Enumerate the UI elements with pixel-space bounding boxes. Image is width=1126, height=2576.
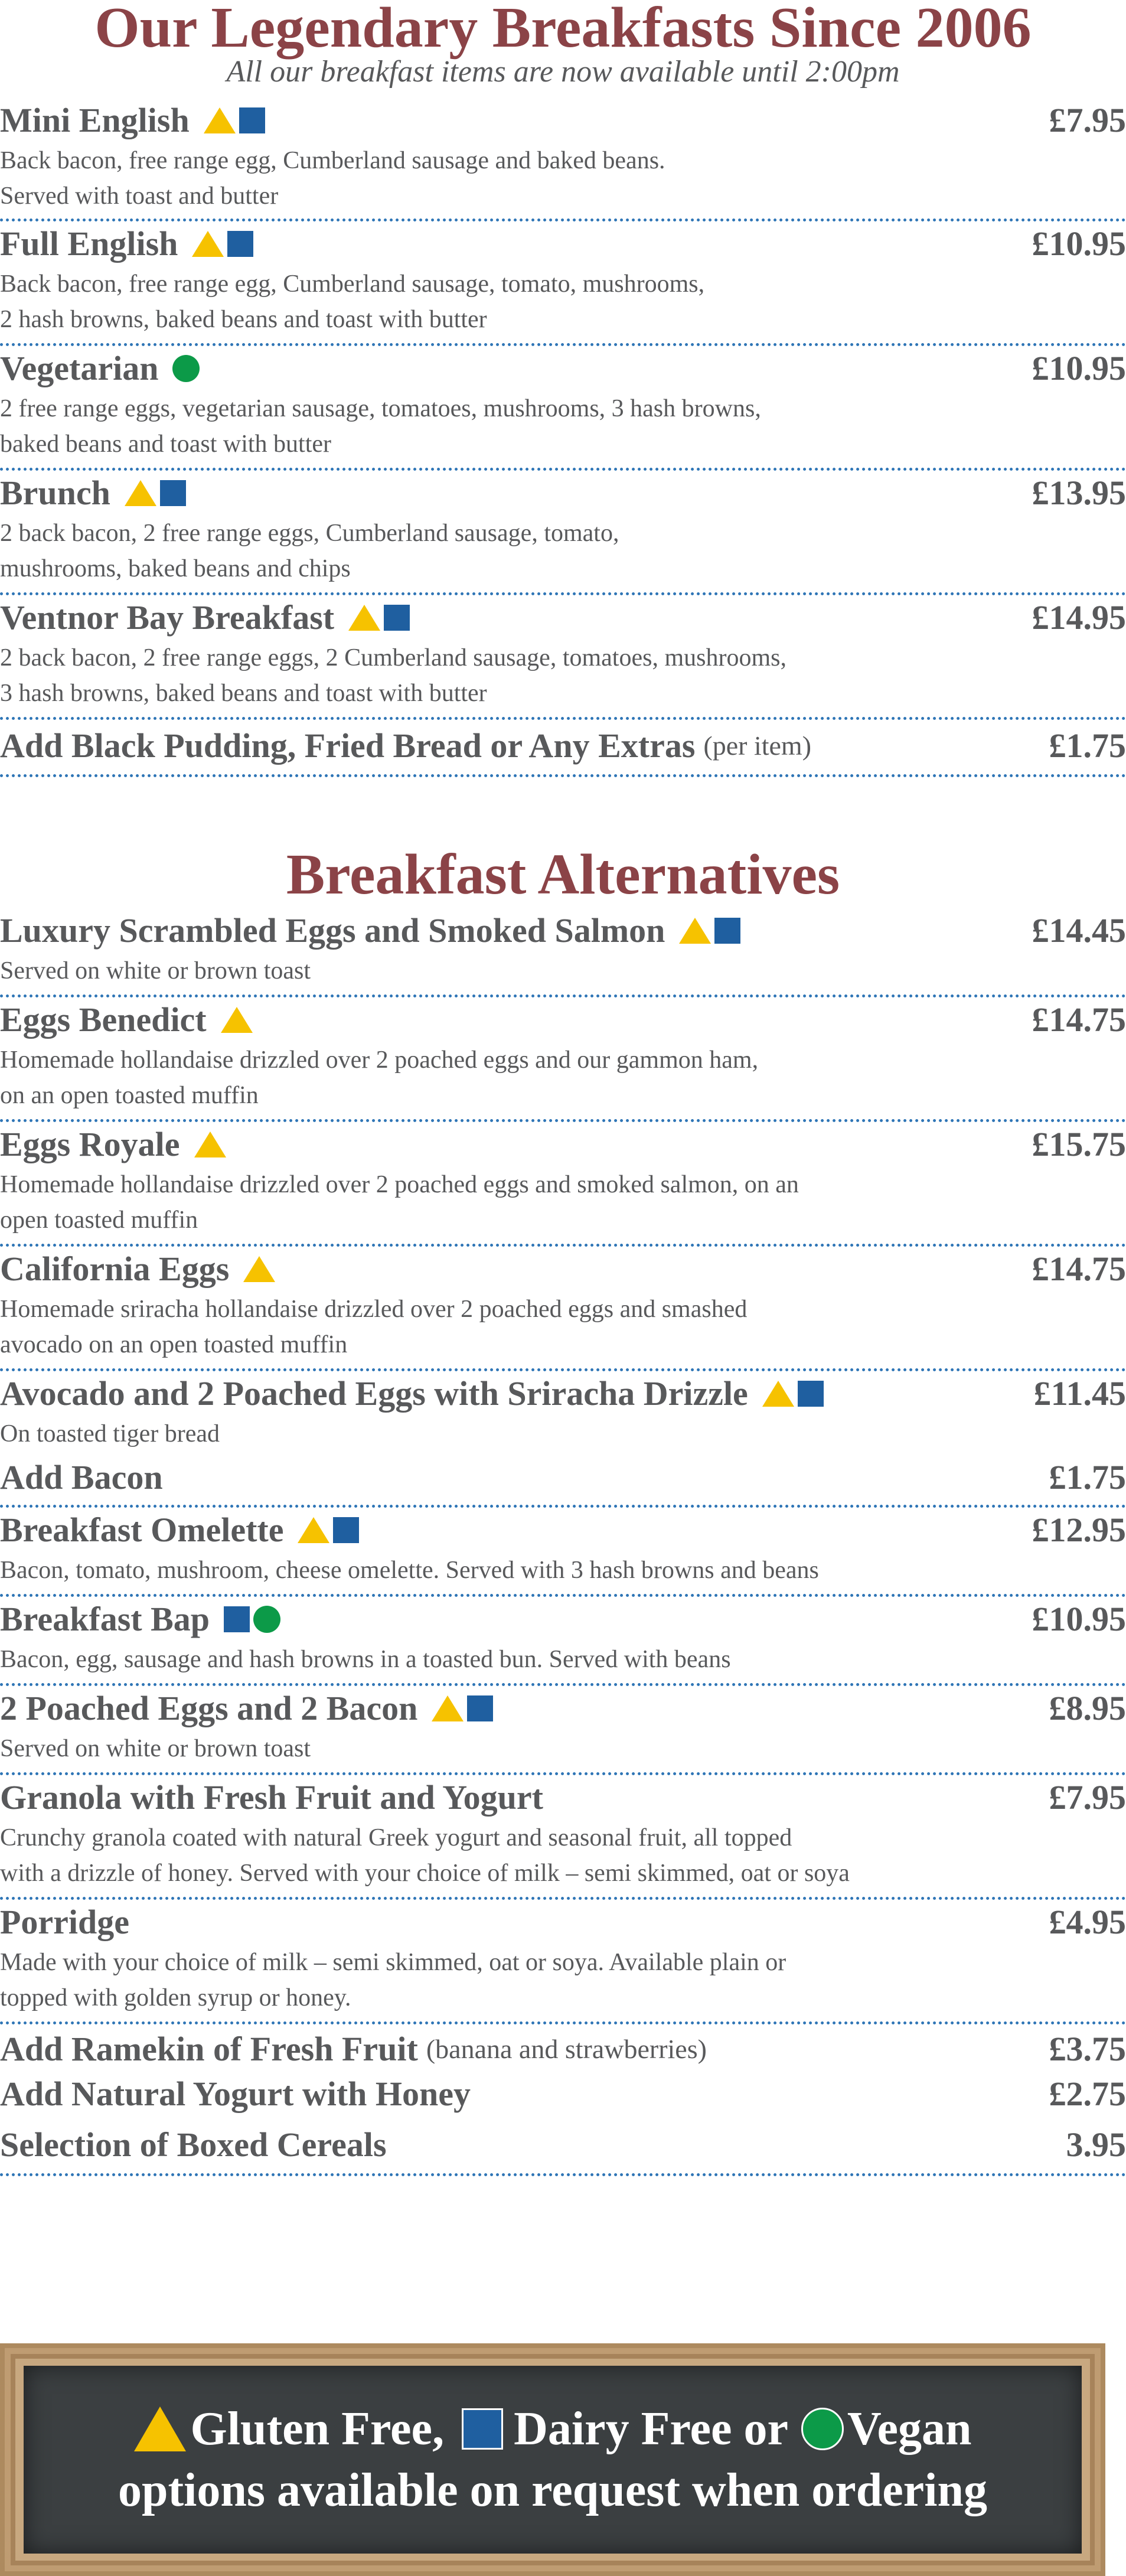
breakfast-list [0, 98, 1126, 777]
menu-item-eggs-royale [0, 1122, 1126, 1247]
item-note: (per item) [703, 731, 812, 761]
gluten-free-icon [432, 1695, 464, 1721]
item-description: 2 hash browns, baked beans and toast with butter [0, 306, 487, 333]
item-description: Served on white or brown toast [0, 957, 311, 984]
item-price: £2.75 [1049, 2075, 1126, 2113]
dietary-legend-board [0, 2343, 1105, 2576]
item-price: £8.95 [1049, 1689, 1126, 1727]
menu-item-luxury-scrambled-eggs [0, 908, 1126, 997]
item-name: Add Bacon [0, 1458, 163, 1496]
menu-item-add-yogurt [0, 2072, 1126, 2117]
menu-item-california-eggs [0, 1247, 1126, 1371]
item-description: Bacon, egg, sausage and hash browns in a toasted bun. Served with beans [0, 1646, 731, 1673]
item-description: avocado on an open toasted muffin [0, 1331, 348, 1358]
item-price: £14.75 [1032, 1000, 1126, 1039]
item-name: Full English [0, 224, 178, 263]
dairy-free-icon [227, 231, 253, 257]
menu-item-add-bacon [0, 1452, 1126, 1508]
item-description: on an open toasted muffin [0, 1082, 259, 1109]
item-note: (banana and strawberries) [426, 2034, 707, 2064]
item-name: Selection of Boxed Cereals [0, 2125, 387, 2164]
section-title: Breakfast Alternatives [286, 843, 840, 907]
legend-line-2: options available on request when ordering [118, 2464, 987, 2516]
item-description: baked beans and toast with butter [0, 431, 332, 458]
vegan-icon [253, 1606, 280, 1633]
item-description: Made with your choice of milk – semi skimmed, oat or soya. Available plain or [0, 1949, 786, 1976]
item-description: 2 back bacon, 2 free range eggs, Cumberland sausage, tomato, [0, 520, 619, 547]
menu-item-breakfast-omelette [0, 1508, 1126, 1597]
menu-item-vegetarian [0, 346, 1126, 471]
item-price: £7.95 [1049, 101, 1126, 139]
menu-item-add-ramekin [0, 2024, 1126, 2072]
item-name: Vegetarian [0, 349, 159, 387]
item-name: Mini English [0, 101, 190, 139]
dairy-free-icon [239, 107, 265, 133]
item-name: Eggs Benedict [0, 1000, 207, 1039]
item-description: 3 hash browns, baked beans and toast with butter [0, 680, 487, 707]
menu-item-brunch [0, 471, 1126, 595]
menu-item-ventnor-bay-breakfast [0, 595, 1126, 720]
item-description: with a drizzle of honey. Served with your choice of milk – semi skimmed, oat or soya [0, 1860, 850, 1887]
menu-item-breakfast-bap [0, 1597, 1126, 1686]
dairy-free-icon [462, 2408, 503, 2450]
item-name: Luxury Scrambled Eggs and Smoked Salmon [0, 911, 665, 950]
item-name: Brunch [0, 474, 110, 512]
item-name: Porridge [0, 1903, 130, 1941]
legend-gluten-free: Gluten Free, [190, 2403, 445, 2455]
gluten-free-icon [134, 2407, 186, 2451]
menu-item-eggs-benedict [0, 997, 1126, 1122]
item-name: Eggs Royale [0, 1125, 180, 1163]
dairy-free-icon [384, 605, 410, 631]
item-description: Served with toast and butter [0, 182, 279, 210]
item-description: Back bacon, free range egg, Cumberland sausage and baked beans. [0, 147, 665, 174]
item-description: Homemade hollandaise drizzled over 2 poached eggs and our gammon ham, [0, 1046, 759, 1074]
item-name: Granola with Fresh Fruit and Yogurt [0, 1778, 543, 1817]
item-price: 3.95 [1066, 2125, 1126, 2164]
item-description: Crunchy granola coated with natural Greek yogurt and seasonal fruit, all topped [0, 1824, 792, 1851]
item-description: 2 back bacon, 2 free range eggs, 2 Cumberland sausage, tomatoes, mushrooms, [0, 644, 786, 671]
dairy-free-icon [798, 1381, 824, 1407]
item-price: £3.75 [1049, 2030, 1126, 2068]
chalkboard [24, 2366, 1082, 2554]
item-price: £15.75 [1032, 1125, 1126, 1163]
page-title: Our Legendary Breakfasts Since 2006 [94, 0, 1032, 60]
menu-item-poached-eggs-bacon [0, 1686, 1126, 1775]
item-name: Add Natural Yogurt with Honey [0, 2075, 471, 2113]
legend-dairy-free: Dairy Free or [514, 2403, 789, 2455]
gluten-free-icon [348, 605, 380, 631]
dairy-free-icon [160, 480, 186, 506]
item-price: £11.45 [1033, 1374, 1126, 1413]
alternatives-list [0, 908, 1126, 2176]
item-description: topped with golden syrup or honey. [0, 1984, 351, 2011]
item-name: Add Ramekin of Fresh Fruit [0, 2030, 418, 2068]
gluten-free-icon [679, 918, 711, 944]
item-price: £1.75 [1049, 726, 1126, 765]
item-price: £10.95 [1032, 224, 1126, 263]
gluten-free-icon [125, 480, 156, 506]
item-name: Ventnor Bay Breakfast [0, 598, 335, 637]
item-name: Breakfast Omelette [0, 1511, 284, 1549]
item-name: California Eggs [0, 1250, 230, 1288]
item-description: Back bacon, free range egg, Cumberland sausage, tomato, mushrooms, [0, 270, 705, 298]
menu-item-full-english [0, 221, 1126, 346]
dairy-free-icon [467, 1695, 493, 1721]
availability-note: All our breakfast items are now available until 2:00pm [226, 55, 900, 89]
item-description: open toasted muffin [0, 1207, 198, 1234]
gluten-free-icon [762, 1381, 794, 1407]
item-price: £12.95 [1032, 1511, 1126, 1549]
item-price: £14.45 [1032, 911, 1126, 950]
item-name: 2 Poached Eggs and 2 Bacon [0, 1689, 418, 1727]
menu-item-extras [0, 720, 1126, 777]
gluten-free-icon [194, 1132, 226, 1157]
gluten-free-icon [243, 1256, 275, 1282]
legend-vegan: Vegan [847, 2403, 972, 2455]
menu-item-mini-english [0, 98, 1126, 221]
item-description: 2 free range eggs, vegetarian sausage, tomatoes, mushrooms, 3 hash browns, [0, 395, 761, 422]
legend-line-1 [134, 2398, 972, 2460]
item-price: £13.95 [1032, 474, 1126, 512]
menu-item-avocado-poached-eggs [0, 1371, 1126, 1452]
item-name: Breakfast Bap [0, 1600, 210, 1638]
dairy-free-icon [333, 1517, 359, 1543]
item-price: £10.95 [1032, 349, 1126, 387]
gluten-free-icon [221, 1007, 253, 1033]
item-description: Bacon, tomato, mushroom, cheese omelette. Served with 3 hash browns and beans [0, 1557, 819, 1584]
menu-item-porridge [0, 1900, 1126, 2024]
item-description: Served on white or brown toast [0, 1735, 311, 1762]
vegan-icon [172, 355, 200, 382]
menu-item-boxed-cereals [0, 2117, 1126, 2176]
dairy-free-icon [714, 918, 740, 944]
item-price: £14.75 [1032, 1250, 1126, 1288]
item-price: £1.75 [1049, 1458, 1126, 1496]
item-description: On toasted tiger bread [0, 1420, 220, 1447]
dairy-free-icon [224, 1606, 250, 1632]
item-name: Add Black Pudding, Fried Bread or Any Extras [0, 726, 696, 765]
gluten-free-icon [298, 1517, 329, 1543]
menu-item-granola [0, 1775, 1126, 1900]
item-description: Homemade sriracha hollandaise drizzled over 2 poached eggs and smashed [0, 1296, 748, 1323]
item-price: £7.95 [1049, 1778, 1126, 1817]
item-price: £14.95 [1032, 598, 1126, 637]
vegan-icon [801, 2408, 844, 2450]
item-name: Avocado and 2 Poached Eggs with Sriracha Drizzle [0, 1374, 748, 1413]
item-price: £4.95 [1049, 1903, 1126, 1941]
item-description: mushrooms, baked beans and chips [0, 555, 351, 582]
gluten-free-icon [192, 231, 224, 257]
item-description: Homemade hollandaise drizzled over 2 poached eggs and smoked salmon, on an [0, 1171, 799, 1198]
item-price: £10.95 [1032, 1600, 1126, 1638]
gluten-free-icon [204, 107, 236, 133]
